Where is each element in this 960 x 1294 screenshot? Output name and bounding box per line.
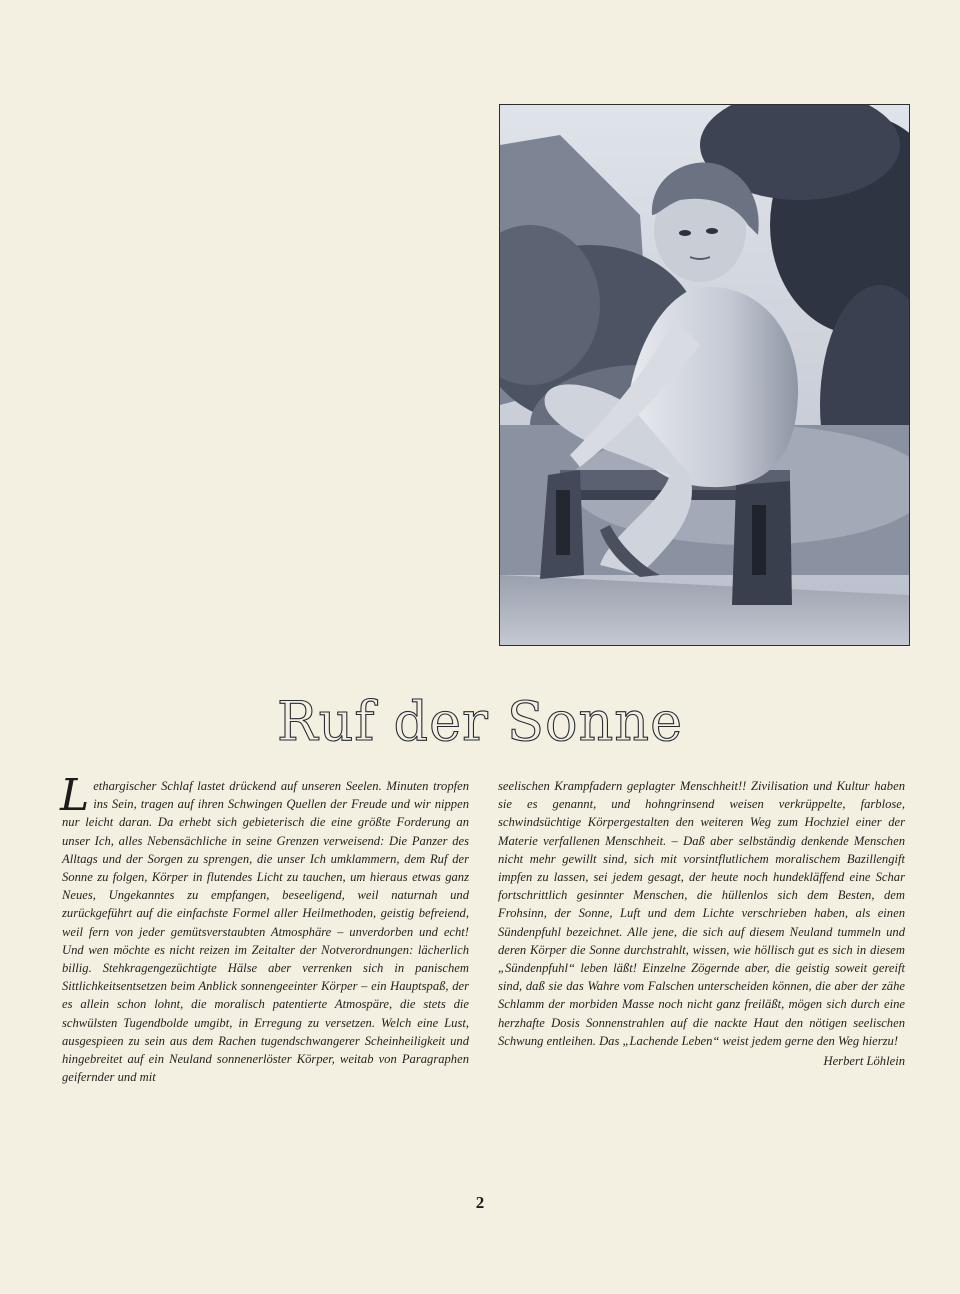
author-signature: Herbert Löhlein bbox=[823, 1054, 905, 1069]
dropcap-letter: L bbox=[60, 770, 90, 821]
photo-illustration bbox=[500, 105, 909, 645]
photograph-child-on-bench bbox=[500, 105, 909, 645]
article-column-left bbox=[60, 770, 469, 1086]
right-column-text: seelischen Krampfadern geplagter Menschheit!! Zivilisation und Kultur haben sie es genannt, und hohngrinsend weisen verkrüppelte, farblose, schwindsüchtige Körpergestalten den weiteren Weg zum Hochziel einer der Materie verfallenen Menschheit. – Daß aber selbständig denkende Menschen nicht mehr gewillt sind, sich mit vorsintflutlichem moralischem Bazillengift impfen zu lassen, sei jedem gesagt, der heute noch hundekläffend eine Schar fortschrittlich gesinnter Menschen, die hüllenlos sich dem Besten, dem Frohsinn, der Sonne, Luft und dem Lichte verschrieben haben, als einen Sündenpfuhl bezeichnet. Alle jene, die sich auf diesem Neuland tummeln und deren Körper die Sonne durchstrahlt, wissen, wie höllisch gut es sich in diesem „Sündenpfuhl“ leben läßt! Einzelne Zögernde aber, die geistig soweit gereift sind, daß sie das Wahre vom Falschen unterscheiden können, die aber der zähe Schlamm der morbiden Masse noch nicht ganz freiläßt, mögen sich durch eine herzhafte Dosis Sonnenstrahlen auf die nackte Haut den nötigen seelischen Schwung entleihen. Das „Lachende Leben“ weist jedem gerne den Weg hierzu! bbox=[498, 779, 905, 1048]
article-column-right bbox=[498, 777, 905, 1070]
page-number: 2 bbox=[475, 1193, 485, 1212]
left-column-text: ethargischer Schlaf lastet drückend auf unseren Seelen. Minuten tropfen ins Sein, tragen auf ihren Schwingen Quellen der Freude und wir nippen nur leicht daran. Da erhebt sich gebieterisch die eine größte Forderung an unser Ich, alles Nebensächliche in seine Grenzen verweisend: Die Panzer des Alltags und der Sorgen zu sprengen, die unser Ich umklammern, dem Ruf der Sonne zu folgen, Körper in flutendes Licht zu tauchen, um hieraus etwas ganz Neues, Ungekanntes zu empfangen, beseeligend, weil naturnah und zurückgeführt auf die einfachste Formel aller Heilmethoden, geistig befreiend, weil fern von jeder gemütsverstaubten Atmosphäre – unverdorben und echt! Und wen möchte es nicht reizen im Zeitalter der Notverordnungen: lächerlich billig. Stehkragengezüchtigte Hälse aber verrenken sich in panischem Sittlichkeitsentsetzen beim Anblick sonnengeeinter Körper – ein Hauptspaß, der es allein schon lohnt, die moralisch patentierte Atmospäre, die stets die schwülsten Tugendbolde umgibt, in Erregung zu versetzen. Welch eine Lust, ausgespieen zu sein aus dem Rachen tugendschwangerer Scheinheiligkeit und hingebreitet auf ein Neuland sonnenerlöster Körper, weitab von Paragraphen geifernder und mit bbox=[62, 779, 469, 1085]
article-title: Ruf der Sonne bbox=[276, 690, 684, 753]
